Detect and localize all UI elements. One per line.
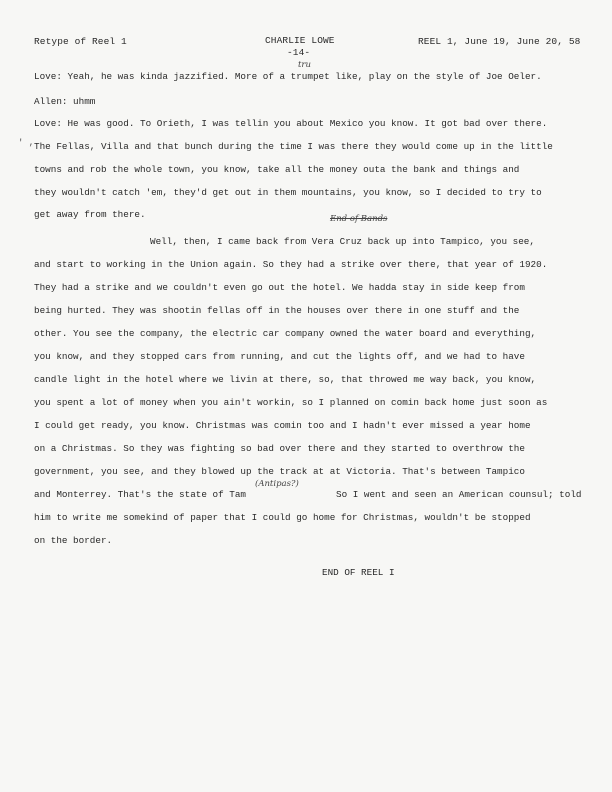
transcript-line: Allen: uhmm [34,96,96,107]
transcript-line: I could get ready, you know. Christmas was comin too and I hadn't ever missed a year home [34,420,531,431]
margin-mark: ' , [18,138,35,148]
transcript-line: you spent a lot of money when you ain't workin, so I planned on comin back home just soon as [34,397,548,408]
handwritten-end-of-bands: End of Bands [330,214,388,224]
transcript-line: him to write me somekind of paper that I could go home for Christmas, wouldn't be stopped [34,512,531,523]
transcript-line: being hurted. They was shootin fellas off in the houses over there in one stuff and the [34,305,520,316]
end-of-reel-label: END OF REEL I [322,567,395,578]
transcript-line: government, you see, and they blowed up the track at at Victoria. That's between Tampico [34,466,525,477]
transcript-line: Well, then, I came back from Vera Cruz back up into Tampico, you see, [150,236,535,247]
transcript-line: They had a strike and we couldn't even go out the hotel. We hadda stay in side keep from [34,282,525,293]
transcript-line: other. You see the company, the electric car company owned the water board and everything, [34,328,537,339]
transcript-line: on the border. [34,535,113,546]
header-interviewee-name: CHARLIE LOWE [265,35,335,46]
transcript-line: they wouldn't catch 'em, they'd get out in them mountains, you know, so I decided to try to [34,187,542,198]
transcript-line: on a Christmas. So they was fighting so bad over there and they started to overthrow the [34,443,525,454]
page-number: -14- [287,47,311,58]
transcript-line: and start to working in the Union again. So they had a strike over there, that year of 1920. [34,259,548,270]
transcript-line: The Fellas, Villa and that bunch during the time I was there they would come up in the little [34,141,553,152]
transcript-line: Love: Yeah, he was kinda jazzified. More of a trumpet like, play on the style of Joe Oeler. [34,71,542,82]
transcript-line: So I went and seen an American counsul; told [336,489,582,500]
handwritten-antipas-insert: (Antipas?) [255,479,299,489]
transcript-line: get away from there. [34,209,146,220]
transcript-line: and Monterrey. That's the state of Tam [34,489,247,500]
handwritten-trumpet-insert: tru [298,60,311,70]
transcript-line: towns and rob the whole town, you know, take all the money outa the bank and things and [34,164,520,175]
header-reel-dates: REEL 1, June 19, June 20, 58 [418,36,581,47]
header-retype-label: Retype of Reel 1 [34,36,127,47]
transcript-line: Love: He was good. To Orieth, I was tellin you about Mexico you know. It got bad over there. [34,118,548,129]
transcript-line: you know, and they stopped cars from running, and cut the lights off, and we had to have [34,351,525,362]
transcript-line: candle light in the hotel where we livin at there, so, that throwed me way back, you know, [34,374,537,385]
